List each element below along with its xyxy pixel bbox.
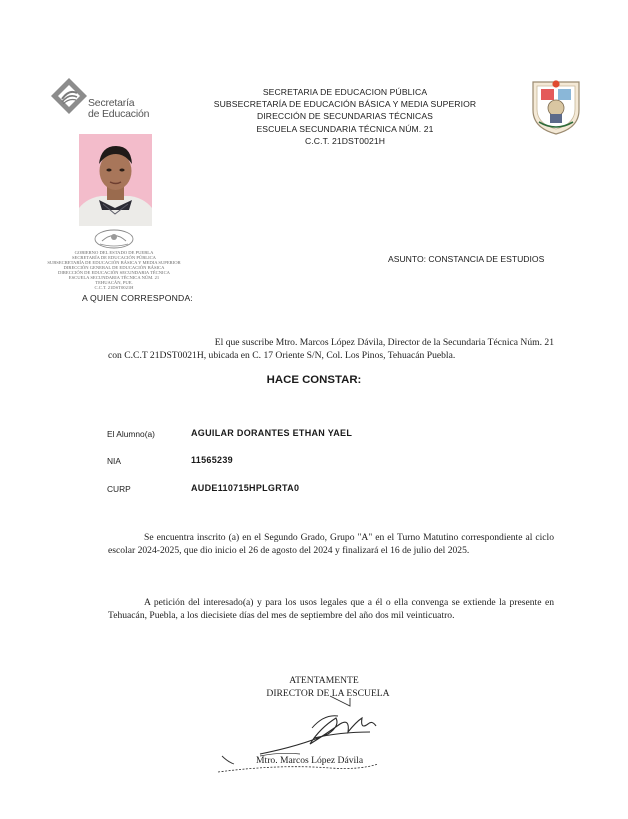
institution-header (190, 86, 500, 147)
stamp-line: C.C.T. 21DST0021H (94, 285, 134, 290)
nia-value: 11565239 (191, 455, 233, 465)
header-line: SUBSECRETARÍA DE EDUCACIÓN BÁSICA Y MEDIA SUPERIOR (213, 99, 477, 110)
student-photo (79, 134, 152, 226)
logo-line-2: de Educación (88, 108, 150, 120)
header-line: C.C.T. 21DST0021H (304, 135, 386, 146)
curp-label: CURP (107, 484, 131, 494)
subject-line: ASUNTO: CONSTANCIA DE ESTUDIOS (388, 254, 545, 264)
stamp-line: DIRECCIÓN GENERAL DE EDUCACIÓN BÁSICA (63, 265, 165, 270)
intro-line-2: con C.C.T 21DST0021H, ubicada en C. 17 Oriente S/N, Col. Los Pinos, Tehuacán Puebla. (108, 350, 456, 362)
curp-value: AUDE110715HPLGRTA0 (191, 483, 300, 493)
document-title: HACE CONSTAR: (266, 374, 362, 386)
stamp-line: TEHUACÁN, PUE. (95, 280, 133, 285)
stamp-line: ESCUELA SECUNDARIA TÉCNICA NÚM. 21 (68, 275, 160, 280)
stamp-line: DIRECCIÓN DE EDUCACIÓN SECUNDARIA TÉCNICA (58, 270, 170, 275)
intro-paragraph (108, 336, 554, 363)
enrollment-paragraph: Se encuentra inscrito (a) en el Segundo Grado, Grupo "A" en el Turno Matutino correspondiente al ciclo escolar 2024-2025, que dio inicio el 26 de agosto del 2024 y finalizará el 16 de julio del 2025. (108, 532, 554, 557)
closing-position: DIRECTOR DE LA ESCUELA (266, 688, 390, 699)
nia-label: NIA (107, 456, 121, 466)
recipient-line: A QUIEN CORRESPONDA: (82, 293, 193, 303)
intro-line-1: El que suscribe Mtro. Marcos López Dávila, Director de la Secundaria Técnica Núm. 21 (214, 337, 554, 348)
header-line: ESCUELA SECUNDARIA TÉCNICA NÚM. 21 (256, 123, 434, 134)
closing-regards: ATENTAMENTE (289, 675, 359, 686)
purpose-paragraph: A petición del interesado(a) y para los usos legales que a él o ella convenga se extiende la presente en Tehuacán, Puebla, a los diecisiete días del mes de septiembre del año dos mil veinticuatro. (108, 597, 554, 622)
secretaria-educacion-logo (50, 77, 160, 123)
sep-logo-icon (50, 77, 88, 115)
stamp-line: SUBSECRETARÍA DE EDUCACIÓN BÁSICA Y MEDIA SUPERIOR (47, 260, 181, 265)
signature-icon (200, 688, 430, 788)
stamp-line: SECRETARÍA DE EDUCACIÓN PÚBLICA (72, 255, 156, 260)
header-line: SECRETARIA DE EDUCACION PÚBLICA (262, 87, 428, 97)
logo-line-1: Secretaría (88, 97, 135, 109)
header-line: DIRECCIÓN DE SECUNDARIAS TÉCNICAS (257, 111, 433, 122)
student-name-label: El Alumno(a) (107, 429, 155, 439)
coat-of-arms-icon (92, 228, 136, 250)
student-name-value: AGUILAR DORANTES ETHAN YAEL (191, 428, 353, 438)
signer-name: Mtro. Marcos López Dávila (256, 755, 364, 766)
school-emblem-icon (527, 76, 585, 136)
stamp-line: GOBIERNO DEL ESTADO DE PUEBLA (74, 250, 154, 255)
